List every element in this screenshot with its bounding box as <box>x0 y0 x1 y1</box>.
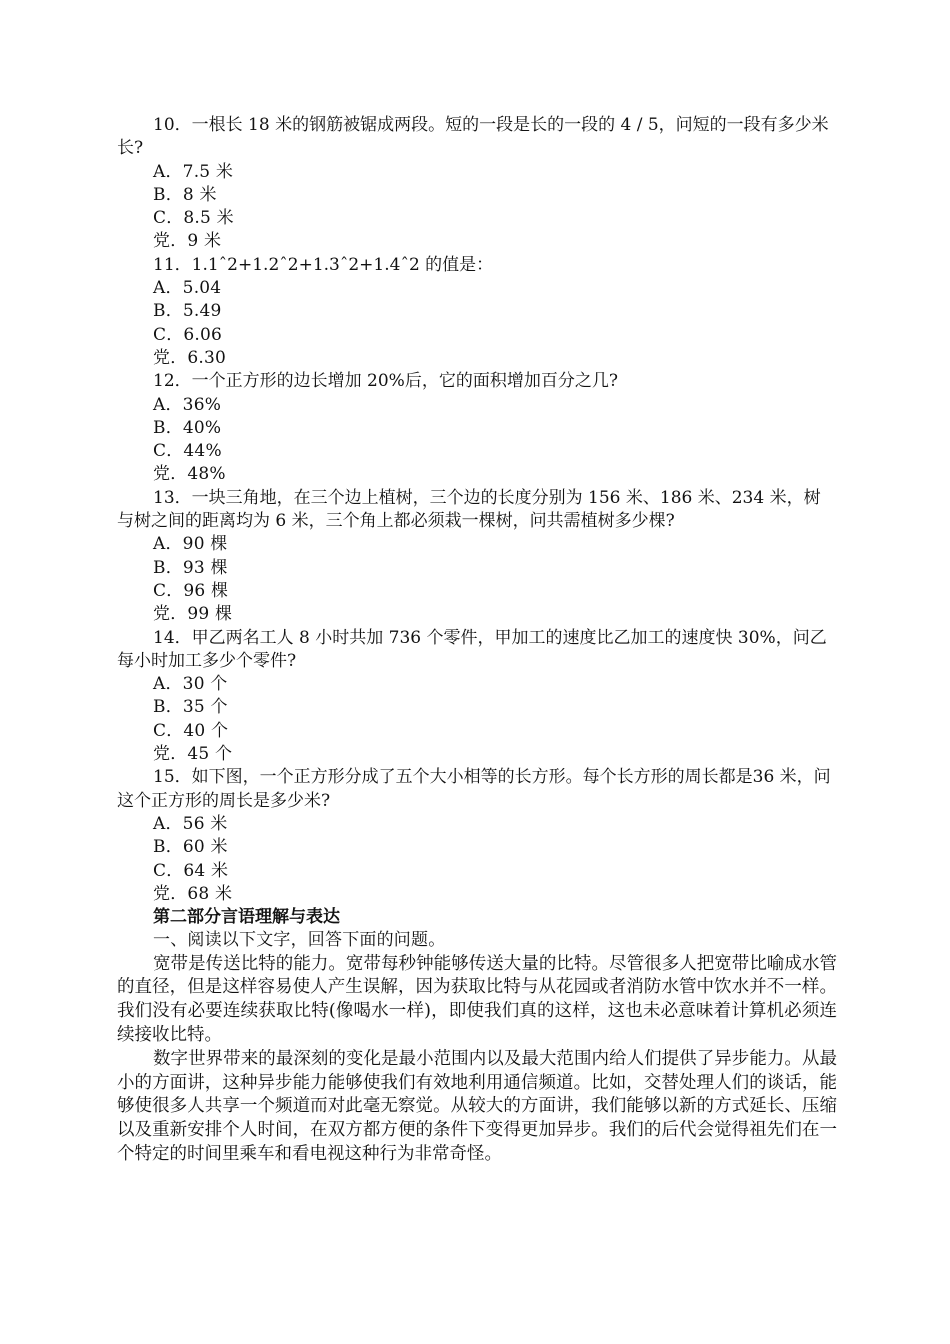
question-stem: 11．1.1ˆ2+1.2ˆ2+1.3ˆ2+1.4ˆ2 的值是： <box>153 254 494 275</box>
option: B．5.49 <box>153 301 222 322</box>
option: A．36% <box>153 394 222 415</box>
option: B．35 个 <box>153 697 228 718</box>
question-stem: 15．如下图，一个正方形分成了五个大小相等的长方形。每个长方形的周长都是36 米，问这个正方形的周长是多少米? <box>117 767 831 811</box>
option: B．40% <box>153 417 222 438</box>
option: 党．6.30 <box>153 347 227 368</box>
option: C．96 棵 <box>153 580 229 601</box>
option: B．93 棵 <box>153 557 228 578</box>
option: A．5.04 <box>153 278 222 299</box>
option: A．7.5 米 <box>153 161 234 182</box>
option: A．56 米 <box>153 813 228 834</box>
option: C．6.06 <box>153 324 223 345</box>
question-stem: 13．一块三角地，在三个边上植树，三个边的长度分别为 156 米、186 米、234 米，树与树之间的距离均为 6 米，三个角上都必须栽一棵树，问共需植树多少棵? <box>117 487 821 532</box>
question-stem: 10．一根长 18 米的钢筋被锯成两段。短的一段是长的一段的 4 / 5，问短的一段有多少米长? <box>117 115 829 159</box>
option: 党．45 个 <box>153 744 233 765</box>
option: B．8 米 <box>153 184 217 205</box>
option: 党．9 米 <box>153 231 222 252</box>
option: C．44% <box>153 441 222 462</box>
option: A．90 棵 <box>153 534 228 555</box>
option: C．8.5 米 <box>153 208 234 229</box>
question-stem: 14．甲乙两名工人 8 小时共加 736 个零件，甲加工的速度比乙加工的速度快 30%，问乙每小时加工多少个零件? <box>117 627 827 671</box>
passage-paragraph: 宽带是传送比特的能力。宽带每秒钟能够传送大量的比特。尽管很多人把宽带比喻成水管的直径，但是这样容易使人产生误解，因为获取比特与从花园或者消防水管中饮水并不一样。我们没有必要连续获取比特(像喝水一样)，即使我们真的这样，这也未必意味着计算机必须连续接收比特。 <box>117 953 837 1046</box>
option: 党．68 米 <box>153 883 233 904</box>
option: B．60 米 <box>153 837 228 858</box>
question-stem: 12．一个正方形的边长增加 20%后，它的面积增加百分之几? <box>153 371 618 392</box>
passage-paragraph: 数字世界带来的最深刻的变化是最小范围内以及最大范围内给人们提供了异步能力。从最小的方面讲，这种异步能力能够使我们有效地利用通信频道。比如，交替处理人们的谈话，能够使很多人共享一个频道而对此毫无察觉。从较大的方面讲，我们能够以新的方式延长、压缩以及重新安排个人时间，在双方都方便的条件下变得更加异步。我们的后代会觉得祖先们在一个特定的时间里乘车和看电视这种行为非常奇怪。 <box>117 1048 837 1165</box>
option: 党．99 棵 <box>153 604 233 625</box>
option: C．64 米 <box>153 860 229 881</box>
option: C．40 个 <box>153 720 229 741</box>
document-page <box>117 114 837 1167</box>
option: 党．48% <box>153 464 226 485</box>
reading-instruction: 一、阅读以下文字，回答下面的问题。 <box>153 930 446 951</box>
section-heading: 第二部分言语理解与表达 <box>153 907 340 928</box>
option: A．30 个 <box>153 674 228 695</box>
